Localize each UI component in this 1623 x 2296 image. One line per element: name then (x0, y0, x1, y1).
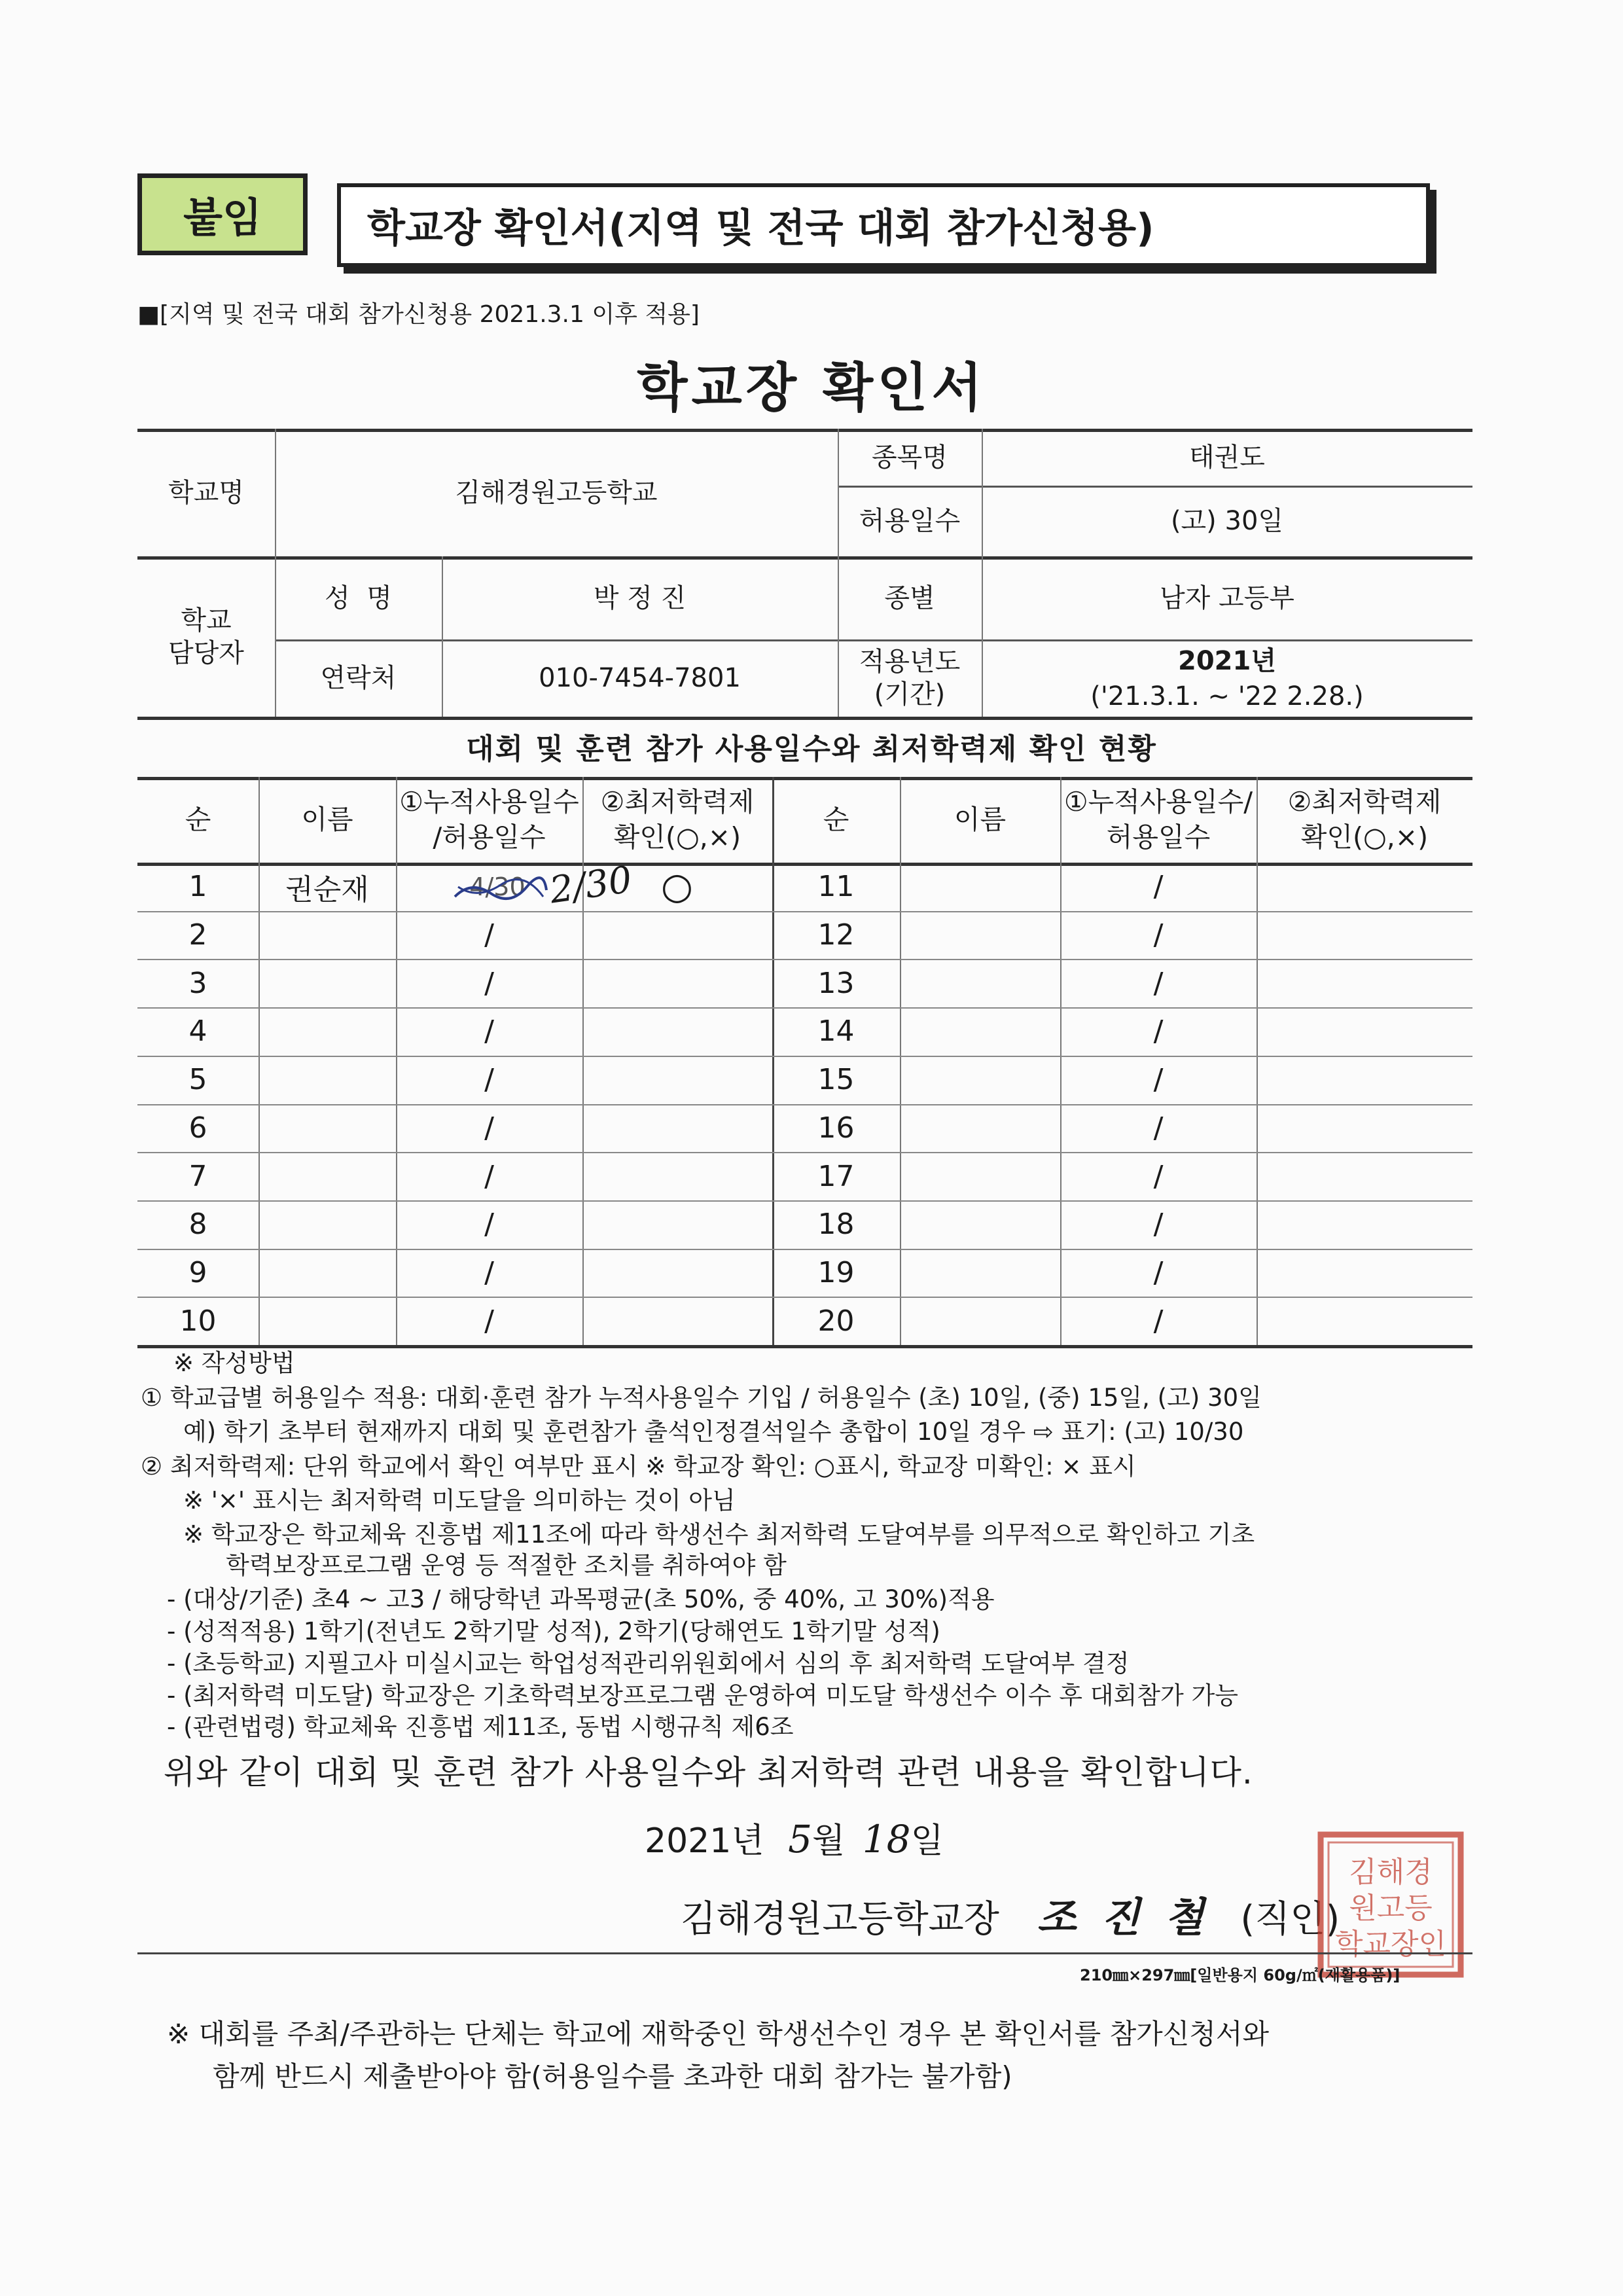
col-header-no-2: 순 (823, 803, 849, 835)
contact-label: 연락처 (320, 663, 397, 693)
roster-cell-days: / (484, 1159, 494, 1193)
roster-cell-acad (1257, 863, 1472, 911)
roster-cell-name (259, 1249, 396, 1297)
roster-cell-no: 19 (817, 1255, 855, 1289)
days-correction-handwritten: 2/30 (547, 858, 635, 912)
roster-cell-name (259, 911, 396, 960)
roster-cell-acad (1257, 1249, 1472, 1297)
roster-cell-no: 15 (817, 1063, 855, 1097)
col-header-name-2: 이름 (954, 803, 1007, 835)
instruction-line: - (최저학력 미도달) 학교장은 기초학력보장프로그램 운영하여 미도달 학생선수 이수 후 대회참가 가능 (167, 1681, 1239, 1710)
roster-cell-days: / (484, 1304, 494, 1338)
roster-cell-name (900, 1152, 1060, 1200)
footer-divider (137, 1952, 1472, 1954)
roster-cell-acad (582, 959, 772, 1007)
roster-cell-days: / (1153, 1255, 1164, 1289)
roster-cell-name (259, 1104, 396, 1153)
roster-cell-acad (1257, 1056, 1472, 1104)
footnote-line: ※ 대회를 주최/주관하는 단체는 학교에 재학중인 학생선수인 경우 본 확인서를 참가신청서와 (167, 2018, 1270, 2050)
roster-cell-name: 권순재 (285, 872, 369, 906)
roster-cell-acad (582, 1297, 772, 1345)
roster-cell-acad (582, 911, 772, 960)
staff-name-label: 성 명 (325, 583, 392, 613)
roster-cell-name (259, 1056, 396, 1104)
roster-cell-name (900, 1297, 1060, 1345)
roster-cell-no: 12 (817, 918, 855, 952)
seal-note: (직인) (1240, 1898, 1340, 1941)
roster-cell-days: / (484, 1255, 494, 1289)
roster-cell-days: / (1153, 870, 1164, 904)
status-section-title: 대회 및 훈련 참가 사용일수와 최저학력제 확인 현황 (466, 732, 1157, 766)
roster-cell-name (900, 1104, 1060, 1153)
svg-text:학교장인: 학교장인 (1334, 1928, 1447, 1961)
roster-cell-name (900, 911, 1060, 960)
roster-cell-no: 7 (188, 1159, 207, 1193)
roster-cell-name (900, 1249, 1060, 1297)
roster-cell-days: / (484, 918, 494, 952)
footnote-line: 함께 반드시 제출받아야 함(허용일수를 초과한 대회 참가는 불가함) (213, 2060, 1012, 2092)
roster-cell-days: / (484, 1208, 494, 1242)
contact-value: 010-7454-7801 (539, 663, 741, 693)
roster-cell-no: 11 (817, 870, 855, 904)
roster-cell-acad (582, 1200, 772, 1249)
instruction-line: 학력보장프로그램 운영 등 적절한 조치를 취하여야 함 (226, 1551, 787, 1579)
roster-cell-no: 9 (188, 1255, 207, 1289)
roster-cell-no: 20 (817, 1304, 855, 1338)
roster-cell-acad (1257, 911, 1472, 960)
allowed-days-value: (고) 30일 (1170, 506, 1284, 536)
roster-cell-days: / (1153, 1159, 1164, 1193)
roster-cell-acad (582, 1104, 772, 1153)
roster-cell-acad (1257, 1152, 1472, 1200)
roster-cell-acad (1257, 1297, 1472, 1345)
roster-cell-no: 16 (817, 1111, 855, 1145)
roster-cell-name (259, 1200, 396, 1249)
roster-cell-no: 10 (179, 1304, 217, 1338)
roster-cell-name (900, 1200, 1060, 1249)
roster-cell-no: 14 (817, 1014, 855, 1049)
year-label: 적용년도 (기간) (859, 647, 961, 709)
paper-spec: 210㎜×297㎜[일반용지 60g/㎡(재활용품)] (1080, 1966, 1400, 1984)
col-header-days: ①누적사용일수 /허용일수 (399, 786, 579, 853)
instruction-line: - (대상/기준) 초4 ~ 고3 / 해당학년 과목평균(초 50%, 중 40%, 고 30%)적용 (167, 1585, 995, 1613)
period-value: ('21.3.1. ~ '22 2.28.) (1090, 681, 1364, 711)
date-day-handwritten: 18 (862, 1817, 911, 1861)
page-title: 학교장 확인서 (637, 357, 986, 418)
roster-cell-acad (1257, 1007, 1472, 1056)
roster-cell-name (900, 863, 1060, 911)
year-value: 2021년 (1178, 646, 1276, 676)
date-month-handwritten: 5 (788, 1817, 813, 1861)
roster-cell-no: 8 (188, 1208, 207, 1242)
principal-name-signature: 조 진 철 (1037, 1893, 1209, 1941)
category-label: 종별 (884, 583, 935, 613)
roster-cell-no: 17 (817, 1159, 855, 1193)
instruction-line: ② 최저학력제: 단위 학교에서 확인 여부만 표시 ※ 학교장 확인: ○표시, 학교장 미확인: × 표시 (141, 1452, 1136, 1480)
roster-cell-acad (1257, 1104, 1472, 1153)
roster-cell-days: / (1153, 1111, 1164, 1145)
roster-cell-acad (1257, 959, 1472, 1007)
allowed-days-label: 허용일수 (859, 506, 961, 536)
roster-cell-name (900, 1007, 1060, 1056)
roster-cell-name (900, 1056, 1060, 1104)
sport-value: 태권도 (1189, 442, 1265, 473)
school-name-value: 김해경원고등학교 (455, 477, 658, 508)
strike-scribble (452, 870, 550, 910)
official-seal (1315, 1829, 1466, 1980)
date-year: 2021년 (645, 1821, 764, 1861)
svg-text:원고등: 원고등 (1349, 1892, 1433, 1925)
col-header-academic: ②최저학력제 확인(○,×) (600, 786, 755, 853)
roster-cell-days: / (1153, 918, 1164, 952)
roster-cell-name (900, 959, 1060, 1007)
roster-cell-acad (582, 1152, 772, 1200)
roster-cell-no: 6 (188, 1111, 207, 1145)
roster-cell-no: 5 (188, 1063, 207, 1097)
col-header-days-2: ①누적사용일수/ 허용일수 (1063, 786, 1253, 853)
roster-cell-days: / (484, 1111, 494, 1145)
svg-text:김해경: 김해경 (1349, 1856, 1433, 1889)
roster-cell-no: 3 (188, 966, 207, 1000)
roster-cell-days: / (484, 1014, 494, 1049)
staff-label: 학교 담당자 (168, 605, 244, 668)
instruction-line: - (관련법령) 학교체육 진흥법 제11조, 동법 시행규칙 제6조 (167, 1713, 794, 1741)
roster-cell-no: 18 (817, 1208, 855, 1242)
instruction-line: - (초등학교) 지필고사 미실시교는 학업성적관리위원회에서 심의 후 최저학력 도달여부 결정 (167, 1649, 1130, 1677)
instruction-line: ① 학교급별 허용일수 적용: 대회·훈련 참가 누적사용일수 기입 / 허용일수 (초) 10일, (중) 15일, (고) 30일 (141, 1384, 1262, 1412)
confirmation-sentence: 위와 같이 대회 및 훈련 참가 사용일수와 최저학력 관련 내용을 확인합니다. (164, 1753, 1253, 1791)
sport-label: 종목명 (872, 442, 948, 473)
roster-cell-no: 4 (188, 1014, 207, 1049)
roster-cell-name (259, 959, 396, 1007)
roster-cell-no: 2 (188, 918, 207, 952)
roster-cell-days: / (1153, 1304, 1164, 1338)
roster-cell-acad (582, 1249, 772, 1297)
instruction-line: ※ 학교장은 학교체육 진흥법 제11조에 따라 학생선수 최저학력 도달여부를 의무적으로 확인하고 기초 (183, 1520, 1255, 1549)
document-header-title: 학교장 확인서(지역 및 전국 대회 참가신청용) (337, 183, 1430, 267)
col-header-academic-2: ②최저학력제 확인(○,×) (1287, 786, 1442, 853)
roster-cell-days: / (484, 1063, 494, 1097)
roster-cell-days: / (1153, 1063, 1164, 1097)
roster-cell-acad (582, 1007, 772, 1056)
instructions-heading: ※ 작성방법 (173, 1349, 295, 1377)
applicability-note: ■[지역 및 전국 대회 참가신청용 2021.3.1 이후 적용] (137, 301, 700, 328)
staff-name-value: 박 정 진 (593, 583, 687, 613)
col-header-name: 이름 (301, 803, 353, 835)
principal-title: 김해경원고등학교장 (681, 1898, 999, 1941)
date-day-unit: 일 (910, 1821, 944, 1861)
instruction-line: 예) 학기 초부터 현재까지 대회 및 훈련참가 출석인정결석일수 총합이 10일 경우 ⇨ 표기: (고) 10/30 (183, 1418, 1244, 1446)
roster-cell-name (259, 1297, 396, 1345)
roster-cell-days: / (1153, 1014, 1164, 1049)
principal-signature-row (681, 1885, 1340, 1943)
signature-date (645, 1813, 944, 1862)
roster-cell-name (259, 1007, 396, 1056)
roster-cell-name (259, 1152, 396, 1200)
instruction-line: ※ '×' 표시는 최저학력 미도달을 의미하는 것이 아님 (183, 1486, 736, 1515)
roster-cell-days: / (484, 966, 494, 1000)
roster-cell-no: 13 (817, 966, 855, 1000)
roster-cell-acad (1257, 1200, 1472, 1249)
days-entry-struck: 4/30 (469, 872, 526, 901)
roster-cell-no: 1 (188, 870, 207, 904)
roster-cell-days: / (1153, 966, 1164, 1000)
school-name-label: 학교명 (168, 477, 244, 508)
attachment-label: 붙임 (137, 173, 308, 255)
instruction-line: - (성적적용) 1학기(전년도 2학기말 성적), 2학기(당해연도 1학기말 성적) (167, 1617, 940, 1645)
date-month-unit: 월 (812, 1821, 846, 1861)
col-header-no: 순 (185, 803, 211, 835)
roster-cell-days: / (1153, 1208, 1164, 1242)
roster-cell-acad (582, 1056, 772, 1104)
category-value: 남자 고등부 (1160, 583, 1294, 613)
academic-mark-handwritten: ○ (661, 865, 693, 908)
